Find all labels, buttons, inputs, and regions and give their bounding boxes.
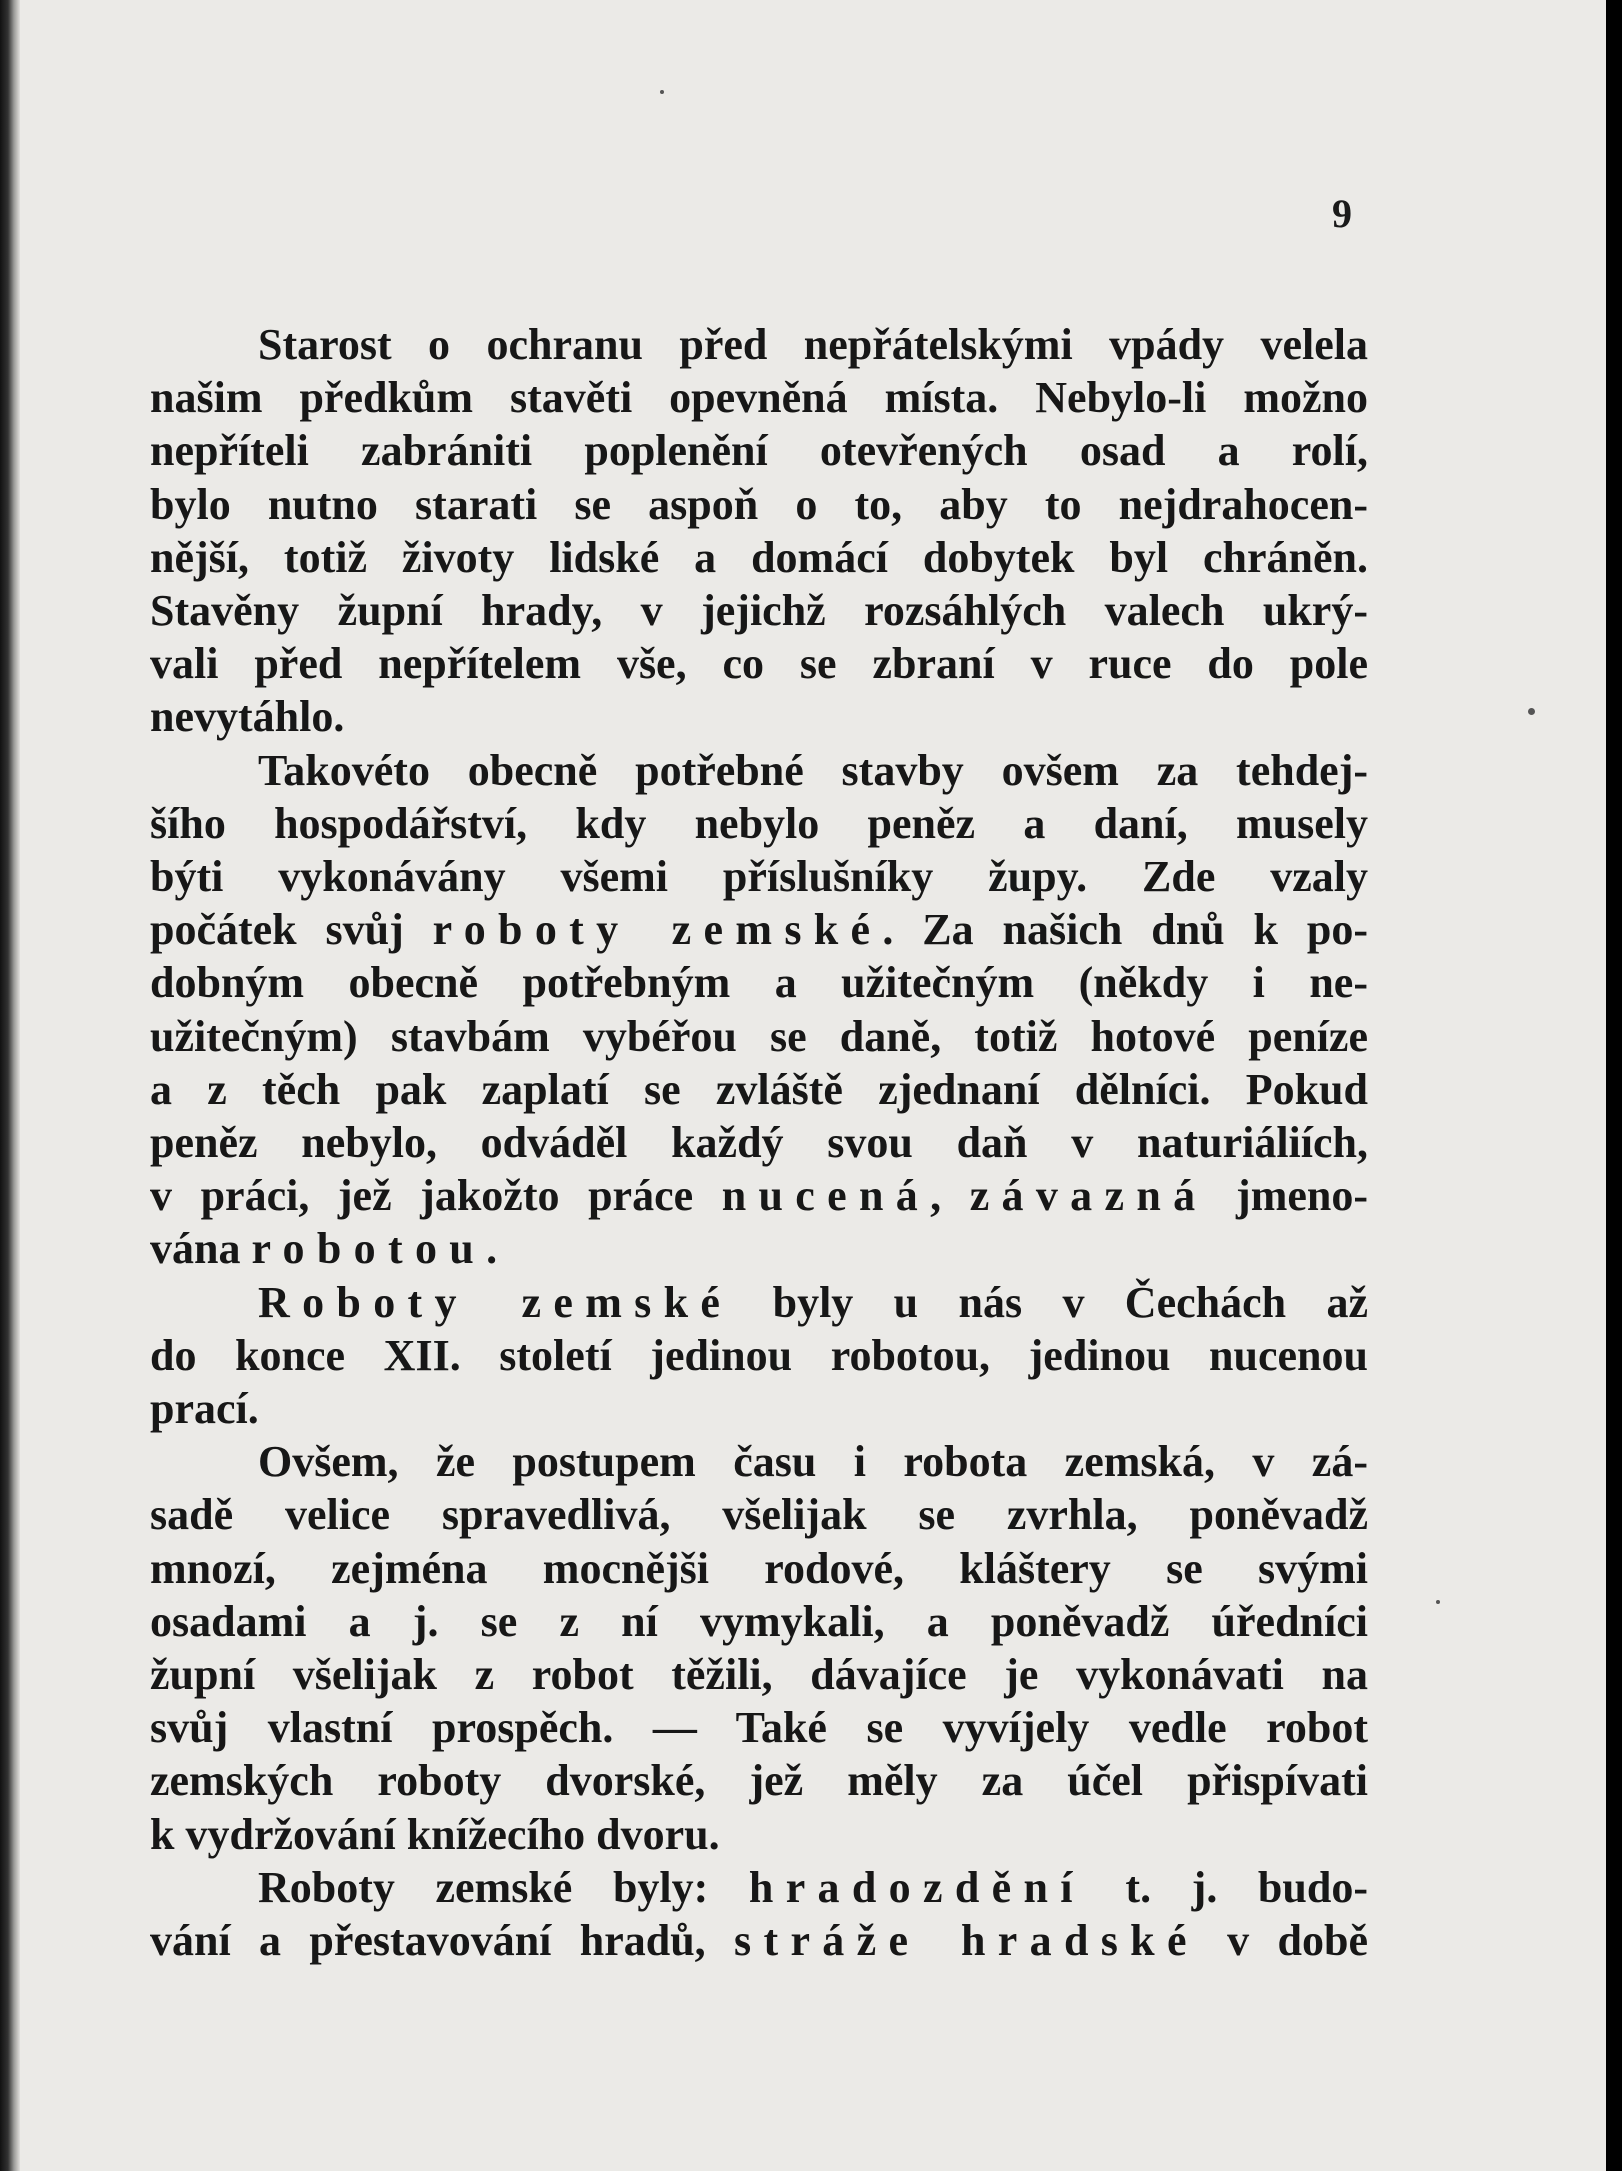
spaced-emphasis: stráže hradské <box>734 1916 1199 1966</box>
text-run: peněz nebylo, odváděl každý svou daň v naturiáliích, <box>150 1118 1368 1168</box>
text-line <box>150 637 1368 690</box>
page-binding-edge <box>0 0 20 2171</box>
text-line <box>150 1648 1368 1701</box>
text-line <box>150 1382 1368 1435</box>
text-line <box>150 1754 1368 1807</box>
text-run: Takovéto obecně potřebné stavby ovšem za tehdej- <box>258 745 1368 795</box>
text-run: užitečným) stavbám vybéřou se daně, totiž hotové peníze <box>150 1011 1368 1061</box>
text-run: župní všelijak z robot těžili, dávajíce je vykonávati na <box>150 1650 1368 1700</box>
text-line <box>150 744 1368 797</box>
text-line <box>150 318 1368 371</box>
text-run: sadě velice spravedlivá, všelijak se zvrhla, poněvadž <box>150 1490 1368 1540</box>
text-line <box>150 1914 1368 1967</box>
text-run: osadami a j. se z ní vymykali, a poněvadž úředníci <box>150 1596 1368 1646</box>
text-line <box>150 1116 1368 1169</box>
text-line <box>150 1861 1368 1914</box>
text-line <box>150 1010 1368 1063</box>
print-speck <box>660 90 664 94</box>
text-run: našim předkům stavěti opevněná místa. Nebylo-li možno <box>150 373 1368 423</box>
text-run: v době <box>1198 1916 1368 1966</box>
text-run: do konce XII. století jedinou robotou, jedinou nucenou <box>150 1330 1368 1380</box>
text-line <box>150 1488 1368 1541</box>
text-run: . <box>486 1224 498 1274</box>
body-text <box>150 318 1368 1967</box>
spaced-emphasis: Roboty zemské <box>258 1277 733 1327</box>
text-line <box>150 424 1368 477</box>
print-speck <box>1528 708 1535 715</box>
spaced-emphasis: nucená <box>721 1171 931 1221</box>
text-line <box>150 903 1368 956</box>
print-speck <box>1436 1600 1440 1604</box>
text-run: jmeno- <box>1207 1171 1368 1221</box>
text-line <box>150 478 1368 531</box>
text-run: Ovšem, že postupem času i robota zemská, v zá- <box>258 1437 1368 1487</box>
text-line <box>150 1701 1368 1754</box>
text-run: v práci, jež jakožto práce <box>150 1171 722 1221</box>
text-line <box>150 690 1368 743</box>
text-run: prací. <box>150 1384 259 1434</box>
text-line <box>150 956 1368 1009</box>
text-line <box>150 1169 1368 1222</box>
text-run: Roboty zemské byly: <box>258 1862 749 1912</box>
text-line <box>150 1435 1368 1488</box>
text-run: a z těch pak zaplatí se zvláště zjednaní dělníci. Pokud <box>150 1064 1368 1114</box>
text-run: vána <box>150 1224 252 1274</box>
text-run: bylo nutno starati se aspoň o to, aby to nejdrahocen- <box>150 479 1368 529</box>
text-run: vali před nepřítelem vše, co se zbraní v ruce do pole <box>150 639 1368 689</box>
text-run: šího hospodářství, kdy nebylo peněz a daní, musely <box>150 798 1368 848</box>
text-line <box>150 1542 1368 1595</box>
text-run: nevytáhlo. <box>150 692 345 742</box>
spaced-emphasis: roboty zemské <box>432 905 883 955</box>
text-run: Starost o ochranu před nepřátelskými vpády velela <box>258 320 1368 369</box>
text-line <box>150 1276 1368 1329</box>
text-run: zemských roboty dvorské, jež měly za účel přispívati <box>150 1756 1368 1806</box>
text-run: byly u nás v Čechách až <box>732 1277 1368 1327</box>
text-line <box>150 531 1368 584</box>
text-run: nější, totiž životy lidské a domácí dobytek byl chráněn. <box>150 532 1368 582</box>
text-run: vání a přestavování hradů, <box>150 1916 735 1966</box>
text-line <box>150 1063 1368 1116</box>
text-line <box>150 1222 1368 1275</box>
text-run: mnozí, zejména mocnějši rodové, kláštery se svými <box>150 1543 1368 1593</box>
spaced-emphasis: závazná <box>969 1171 1208 1221</box>
page-number: 9 <box>1332 191 1352 236</box>
text-line <box>150 797 1368 850</box>
text-run: svůj vlastní prospěch. — Také se vyvíjely vedle robot <box>150 1703 1368 1753</box>
text-run: nepříteli zabrániti poplenění otevřených osad a rolí, <box>150 426 1368 476</box>
text-run: Stavěny župní hrady, v jejichž rozsáhlých valech ukrý- <box>150 586 1368 636</box>
text-run: počátek svůj <box>150 905 433 955</box>
text-run: . Za našich dnů k po- <box>882 905 1368 955</box>
text-line <box>150 1329 1368 1382</box>
text-run: , <box>930 1171 970 1221</box>
text-line <box>150 371 1368 424</box>
text-run: t. j. budo- <box>1084 1862 1368 1912</box>
text-run: dobným obecně potřebným a užitečným (někdy i ne- <box>150 958 1368 1008</box>
spaced-emphasis: hradozdění <box>748 1862 1085 1912</box>
spaced-emphasis: robotou <box>251 1224 487 1274</box>
text-run: k vydržování knížecího dvoru. <box>150 1809 720 1859</box>
text-line <box>150 1595 1368 1648</box>
text-line <box>150 584 1368 637</box>
text-line <box>150 850 1368 903</box>
text-line <box>150 1808 1368 1861</box>
text-run: býti vykonávány všemi příslušníky župy. Zde vzaly <box>150 852 1368 902</box>
